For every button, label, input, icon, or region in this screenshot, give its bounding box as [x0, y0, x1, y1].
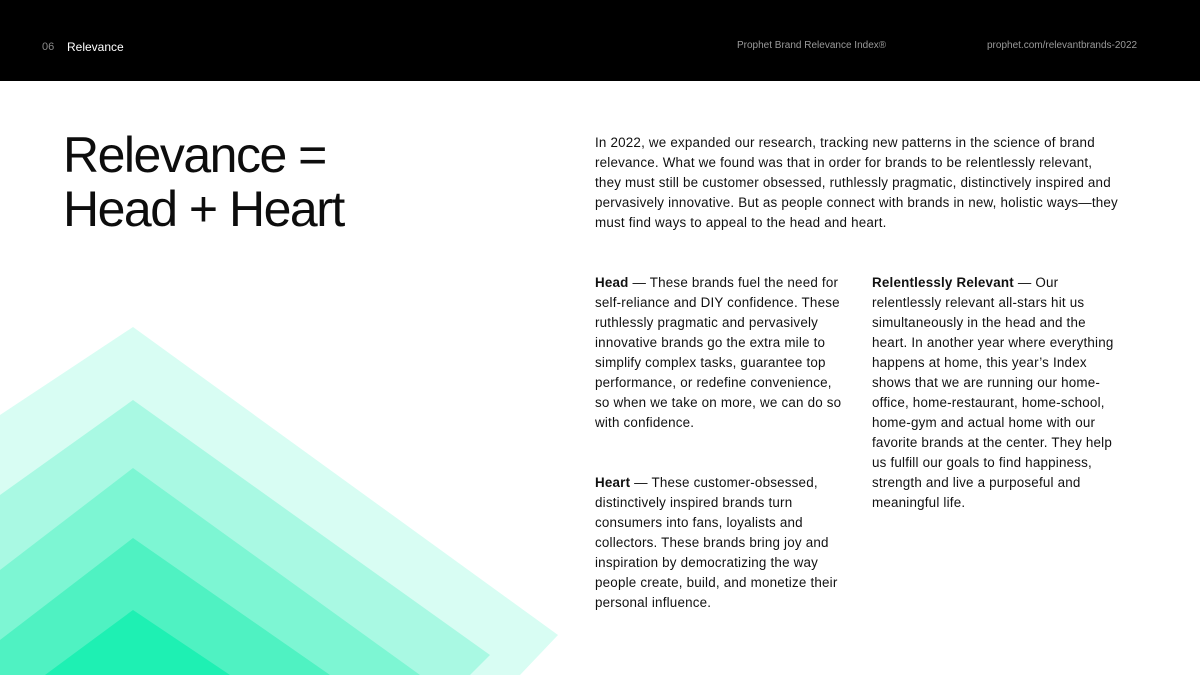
- relentlessly-relevant-dash: —: [1013, 275, 1036, 290]
- heart-dash: —: [630, 475, 652, 490]
- report-url: prophet.com/relevantbrands-2022: [987, 40, 1138, 51]
- relentlessly-relevant-text: Our relentlessly relevant all-stars hit us simultaneously in the head and the heart. In another year where everything happens at home, this year’s Index shows that we are running our home-office, home-restaurant, home-school, home-gym and actual home with our favorite brands at the center. They help us fulfill our goals to find happiness, strength and live a purposeful and meaningful life.: [872, 275, 1114, 510]
- header-bar: [0, 0, 1200, 81]
- headline-line-2: Head + Heart: [63, 181, 344, 237]
- head-title: Head: [595, 275, 629, 290]
- relentlessly-relevant-paragraph: [872, 273, 1117, 513]
- head-paragraph: [595, 273, 850, 433]
- heart-paragraph: [595, 473, 850, 613]
- head-dash: —: [628, 275, 650, 290]
- heart-text: These customer-obsessed, distinctively inspired brands turn consumers into fans, loyalists and collectors. These brands bring joy and inspiration by democratizing the way people create, build, and monetize their personal influence.: [595, 475, 838, 610]
- heart-title: Heart: [595, 475, 631, 490]
- section-title: Relevance: [67, 40, 124, 54]
- relentlessly-relevant-title: Relentlessly Relevant: [872, 275, 1014, 290]
- intro-paragraph: In 2022, we expanded our research, tracking new patterns in the science of brand relevance. What we found was that in order for brands to be relentlessly relevant, they must still be customer obsessed, ruthlessly pragmatic, distinctively inspired and pervasively innovative. But as people connect with brands in new, holistic ways—they must find ways to appeal to the head and heart.: [595, 135, 1118, 230]
- chevron-graphic: [0, 320, 560, 675]
- head-text: These brands fuel the need for self-reliance and DIY confidence. These ruthlessly pragmatic and pervasively innovative brands go the extra mile to simplify complex tasks, guarantee top performance, or redefine convenience, so when we take on more, we can do so with confidence.: [595, 275, 842, 430]
- headline: [63, 128, 344, 236]
- page-number: 06: [42, 41, 55, 53]
- headline-line-1: Relevance =: [63, 127, 326, 183]
- index-name: Prophet Brand Relevance Index®: [737, 40, 887, 51]
